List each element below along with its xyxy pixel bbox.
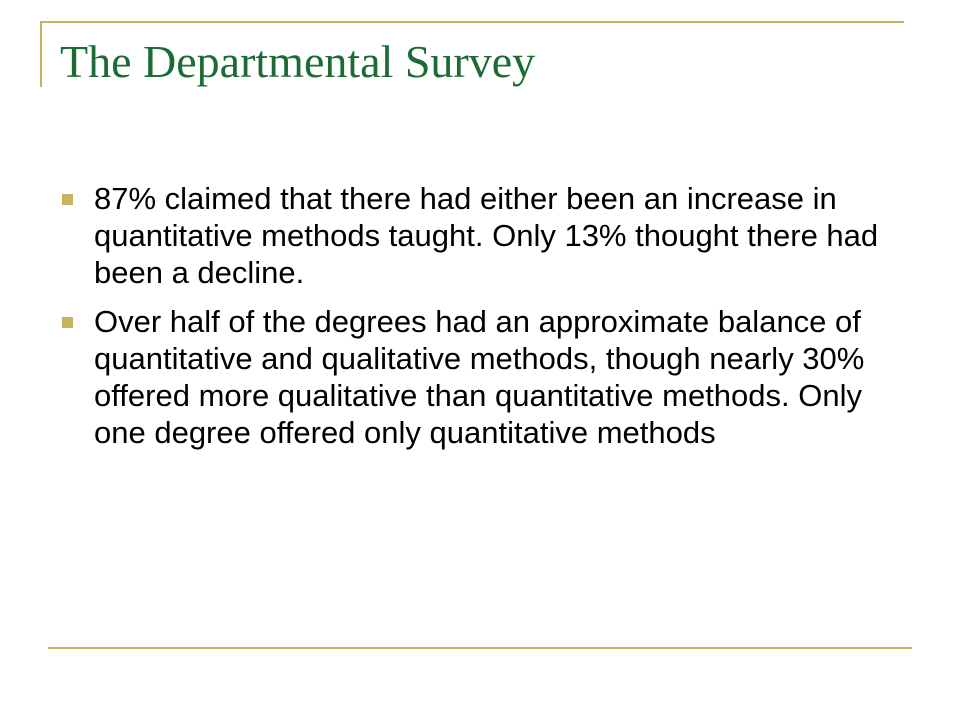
slide-title: The Departmental Survey	[60, 36, 536, 87]
square-bullet-icon	[62, 317, 73, 328]
left-rule-line	[40, 21, 42, 87]
square-bullet-icon	[62, 194, 73, 205]
bullet-list	[62, 180, 902, 463]
bullet-item	[62, 303, 902, 451]
bullet-item	[62, 180, 902, 291]
bottom-rule-line	[48, 647, 912, 649]
bullet-text: Over half of the degrees had an approximate balance of quantitative and qualitative methods, though nearly 30% offered more qualitative than quantitative methods. Only one degree offered only quantitative methods	[94, 304, 865, 450]
bullet-text: 87% claimed that there had either been an increase in quantitative methods taught. Only 13% thought there had been a decline.	[94, 181, 879, 290]
top-rule-line	[40, 21, 904, 23]
